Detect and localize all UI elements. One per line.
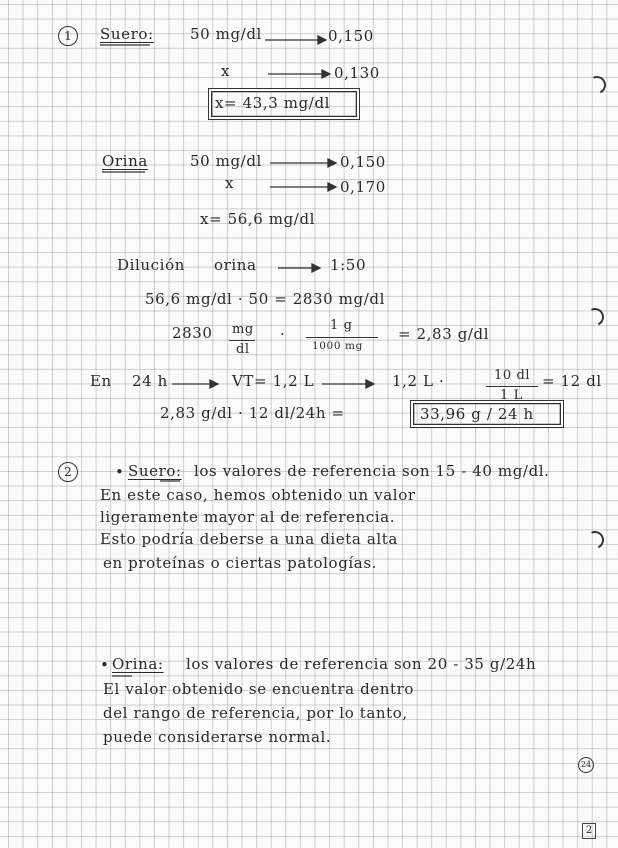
- suero-paragraph-line3: ligeramente mayor al de referencia.: [100, 508, 396, 526]
- suero-result: x= 43,3 mg/dl: [215, 94, 331, 112]
- calc2-frac-den: dl: [236, 342, 250, 357]
- calc3-val: 1,2 L ·: [392, 372, 445, 390]
- dilucion-label: Dilución: [117, 256, 185, 274]
- orina-paragraph-line3: del rango de referencia, por lo tanto,: [103, 704, 408, 722]
- calc3-frac-den: 1 L: [500, 388, 523, 403]
- suero-line2-left: x: [221, 62, 231, 80]
- page-number: 2: [582, 823, 596, 839]
- suero-paragraph-line1: los valores de referencia son 15 - 40 mg/dl.: [194, 462, 550, 480]
- orina-paragraph-line4: puede considerarse normal.: [103, 728, 332, 746]
- suero-line1-right: 0,150: [328, 27, 374, 45]
- corner-mark: 24: [578, 757, 594, 773]
- suero-paragraph-line4: Esto podría deberse a una dieta alta: [100, 530, 398, 548]
- calc2-frac2-den: 1000 mg: [312, 340, 363, 352]
- calc2-frac-num: mg: [232, 322, 254, 337]
- orina-result: x= 56,6 mg/dl: [200, 210, 316, 228]
- section-2-number: 2: [58, 462, 78, 482]
- calc2-dot: ·: [280, 325, 286, 343]
- calc3-h: 24 h: [132, 372, 168, 390]
- dilucion-ratio: 1:50: [330, 256, 367, 274]
- calc3-vt: VT= 1,2 L: [232, 372, 315, 390]
- calc3-frac-num: 10 dl: [494, 368, 531, 383]
- orina-paragraph-line2: El valor obtenido se encuentra dentro: [103, 680, 415, 698]
- orina-line1-right: 0,150: [340, 153, 386, 171]
- calc3-en: En: [90, 372, 112, 390]
- underlines: [100, 45, 180, 676]
- orina-paragraph-label: Orina:: [112, 655, 164, 673]
- dilucion-word: orina: [214, 256, 257, 274]
- suero-line1-left: 50 mg/dl: [190, 25, 262, 43]
- suero-paragraph-label: Suero:: [128, 462, 182, 480]
- suero-paragraph-line2: En este caso, hemos obtenido un valor: [100, 486, 416, 504]
- orina-line2-left: x: [225, 174, 235, 192]
- suero-paragraph-line5: en proteínas o ciertas patologías.: [103, 554, 378, 572]
- calc4-result: 33,96 g / 24 h: [420, 405, 534, 423]
- calc3-result: = 12 dl: [542, 372, 602, 390]
- orina-line1-left: 50 mg/dl: [190, 152, 262, 170]
- arrow-icons: [172, 36, 374, 388]
- calc2-result: = 2,83 g/dl: [398, 325, 490, 343]
- suero-label: Suero:: [100, 25, 154, 43]
- calc4-expr: 2,83 g/dl · 12 dl/24h =: [160, 404, 345, 422]
- calc2-frac2-num: 1 g: [330, 318, 353, 333]
- orina-bullet: •: [100, 656, 110, 674]
- calc2-value: 2830: [172, 324, 213, 342]
- section-1-number: 1: [58, 26, 78, 46]
- orina-label: Orina: [102, 152, 148, 170]
- orina-line2-right: 0,170: [340, 178, 386, 196]
- suero-line2-right: 0,130: [334, 64, 380, 82]
- calc-line-1: 56,6 mg/dl · 50 = 2830 mg/dl: [145, 290, 385, 308]
- suero-bullet: •: [115, 463, 125, 481]
- orina-paragraph-line1: los valores de referencia son 20 - 35 g/24h: [186, 655, 537, 673]
